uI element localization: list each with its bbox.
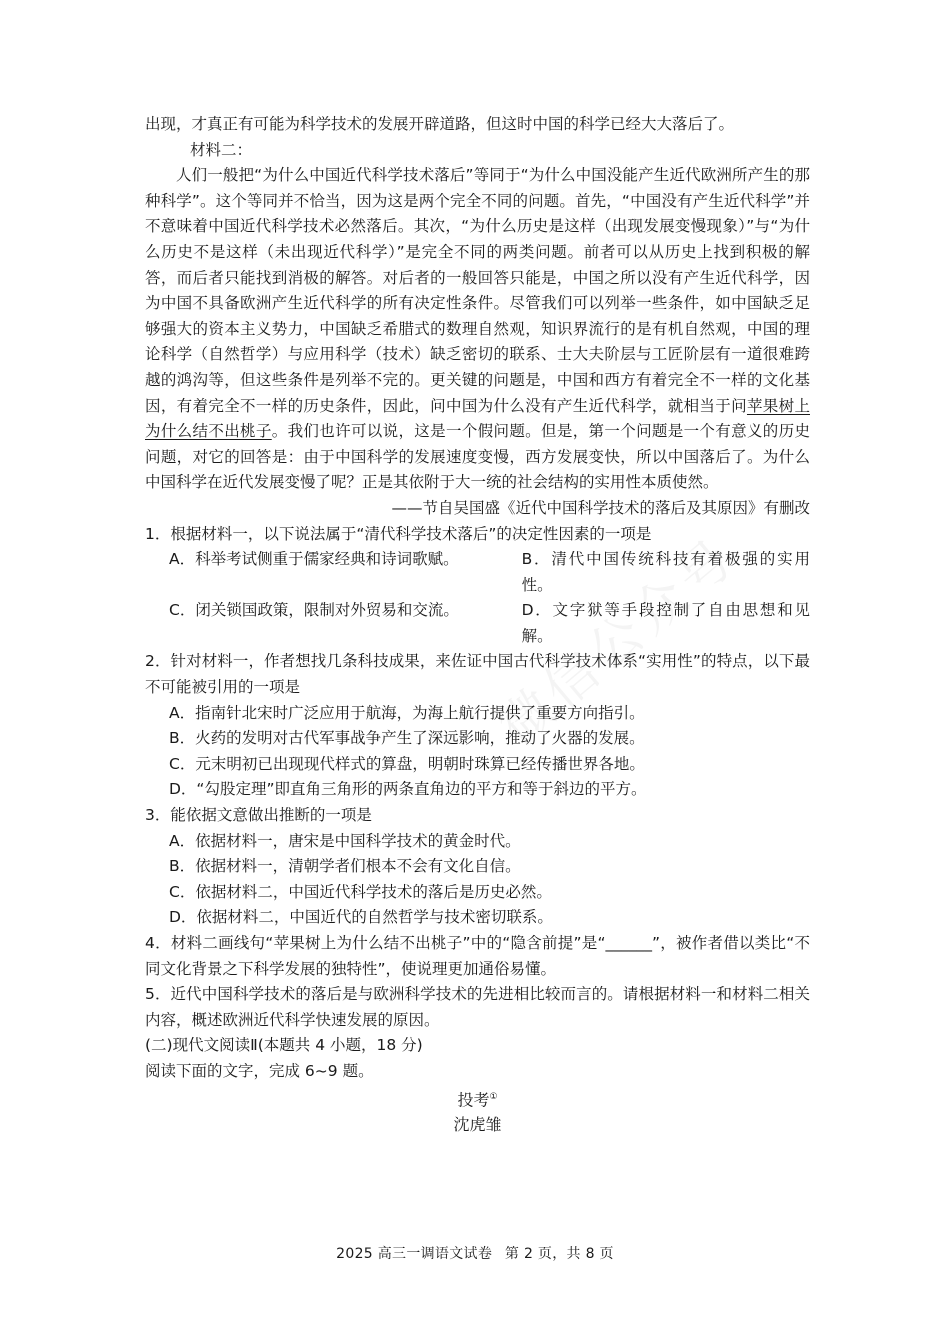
question-3-stem: 3．能依据文意做出推断的一项是 bbox=[145, 806, 372, 825]
material2-paragraph bbox=[145, 163, 810, 496]
material2-text-pre: 人们一般把“为什么中国近代科学技术落后”等同于“为什么中国没能产生近代欧洲所产生的那种科学”。这个等同并不恰当，因为这是两个完全不同的问题。首先，“中国没有产生近代科学”并不意味着中国近代科学技术必然落后。其次，“为什么历史是这样（出现发展变慢现象）”与“为什么历史不是这样（未出现近代科学）”是完全不同的两类问题。前者可以从历史上找到积极的解答，而后者只能找到消极的解答。对后者的一般回答只能是，中国之所以没有产生近代科学，因为中国不具备欧洲产生近代科学的所有决定性条件。尽管我们可以列举一些条件，如中国缺乏足够强大的资本主义势力，中国缺乏希腊式的数理自然观，知识界流行的是有机自然观，中国的理论科学（自然哲学）与应用科学（技术）缺乏密切的联系、士大夫阶层与工匠阶层有一道很难跨越的鸿沟等，但这些条件是列举不完的。更关键的问题是，中国和西方有着完全不一样的文化基因，有着完全不一样的历史条件，因此，问中国为什么没有产生近代科学，就相当于问 bbox=[145, 166, 810, 415]
footer-exam-name: 2025 高三一调语文试卷 bbox=[336, 1246, 493, 1262]
question-4-stem: 4．材料二画线句“苹果树上为什么结不出桃子”中的“隐含前提”是“______”，被作者借以类比“不同文化背景之下科学发展的独特性”，使说理更加通俗易懂。 bbox=[145, 934, 810, 978]
question-5-stem: 5．近代中国科学技术的落后是与欧洲科学技术的先进相比较而言的。请根据材料一和材料二相关内容，概述欧洲近代科学快速发展的原因。 bbox=[145, 985, 810, 1029]
question-3-option-c: C．依据材料二，中国近代科学技术的落后是历史必然。 bbox=[169, 882, 552, 901]
question-1-stem: 1．根据材料一，以下说法属于“清代科学技术落后”的决定性因素的一项是 bbox=[145, 524, 652, 543]
question-2-option-d: D．“勾股定理”即直角三角形的两条直角边的平方和等于斜边的平方。 bbox=[169, 780, 647, 799]
material2-underlined-sentence: 苹果树上为什么结不出桃子 bbox=[145, 396, 810, 441]
passage-title-text: 投考 bbox=[457, 1089, 490, 1109]
question-2-option-c: C．元末明初已出现现代样式的算盘，明朝时珠算已经传播世界各地。 bbox=[169, 754, 645, 773]
question-3-option-b: B．依据材料一，清朝学者们根本不会有文化自信。 bbox=[169, 857, 521, 876]
question-1-options bbox=[145, 547, 810, 649]
question-3-options bbox=[145, 829, 810, 931]
exam-page bbox=[145, 112, 810, 1138]
question-2-stem: 2．针对材料一，作者想找几条科技成果，来佐证中国古代科学技术体系“实用性”的特点，以下最不可能被引用的一项是 bbox=[145, 652, 810, 697]
question-2-option-b: B．火药的发明对古代军事战争产生了深远影响，推动了火器的发展。 bbox=[169, 729, 645, 748]
question-3-option-a: A．依据材料一，唐宋是中国科学技术的黄金时代。 bbox=[169, 831, 521, 850]
question-1-option-c: C．闭关锁国政策，限制对外贸易和交流。 bbox=[169, 601, 459, 620]
section-2-instruction: 阅读下面的文字，完成 6~9 题。 bbox=[145, 1061, 374, 1080]
material1-tail: 出现，才真正有可能为科学技术的发展开辟道路，但这时中国的科学已经大大落后了。 bbox=[145, 115, 735, 133]
material2-text-post: 。我们也许可以说，这是一个假问题。但是，第一个问题是一个有意义的历史问题，对它的回答是：由于中国科学的发展速度变慢，西方发展变快，所以中国落后了。为什么中国科学在近代发展变慢了呢？正是其依附于大一统的社会结构的实用性本质使然。 bbox=[145, 422, 810, 492]
question-2-options bbox=[145, 701, 810, 803]
passage-title-footnote-mark: ① bbox=[489, 1091, 498, 1102]
passage-author: 沈虎雏 bbox=[453, 1115, 502, 1135]
question-1-option-a: A．科举考试侧重于儒家经典和诗词歌赋。 bbox=[169, 550, 459, 569]
passage-title bbox=[145, 1085, 810, 1113]
question-1-option-b: B．清代中国传统科技有着极强的实用性。 bbox=[521, 550, 810, 594]
footer-page-number: 第 2 页，共 8 页 bbox=[504, 1246, 614, 1262]
material2-source: ——节自吴国盛《近代中国科学技术的落后及其原因》有删改 bbox=[391, 498, 810, 517]
question-3-option-d: D．依据材料二，中国近代的自然哲学与技术密切联系。 bbox=[169, 908, 553, 927]
question-1-option-d: D．文字狱等手段控制了自由思想和见解。 bbox=[521, 601, 810, 645]
question-2-option-a: A．指南针北宋时广泛应用于航海，为海上航行提供了重要方向指引。 bbox=[169, 703, 645, 722]
material2-heading: 材料二： bbox=[189, 140, 252, 159]
section-2-heading: (二)现代文阅读Ⅱ(本题共 4 小题，18 分) bbox=[145, 1036, 423, 1055]
page-footer bbox=[0, 1243, 950, 1263]
